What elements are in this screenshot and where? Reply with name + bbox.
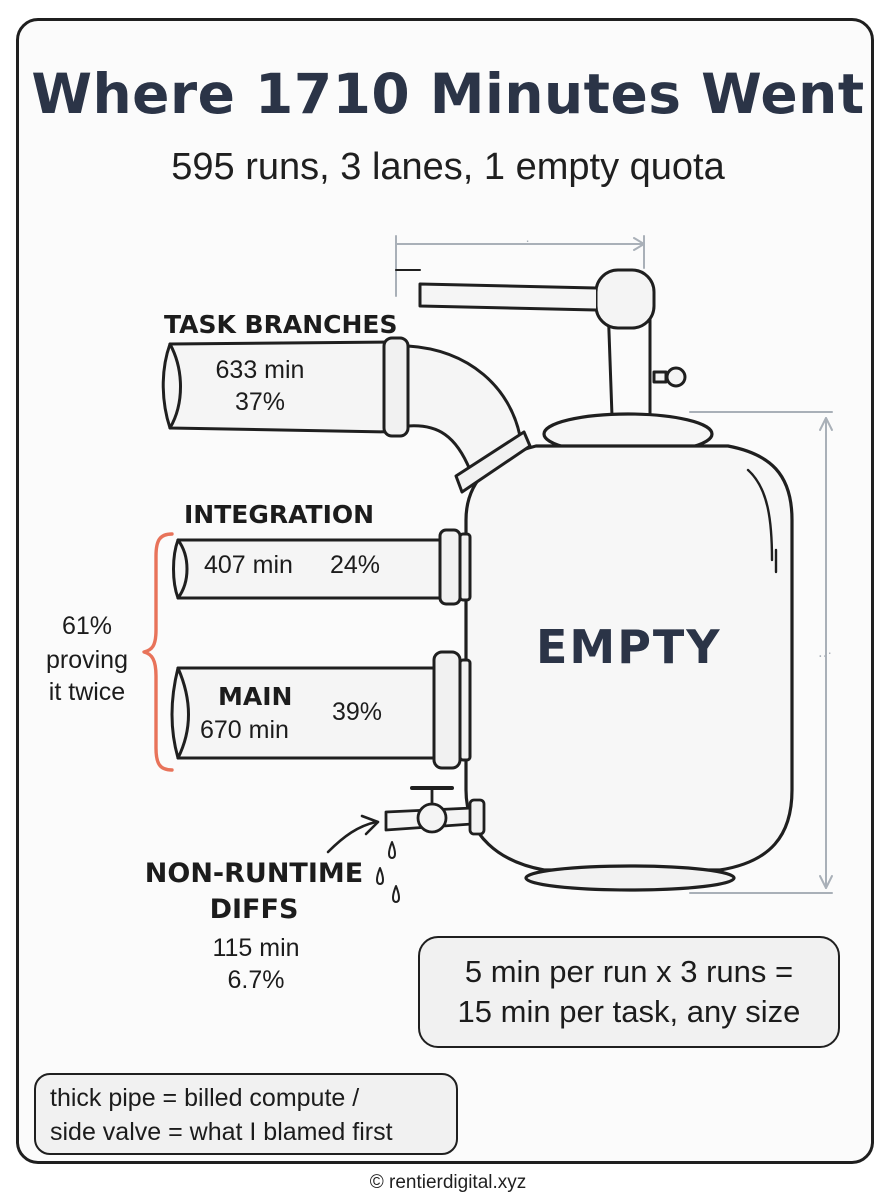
valve-label-line2: DIFFS <box>209 894 299 925</box>
dimension-mark-side: ‥· <box>818 644 833 660</box>
formula-line1: 5 min per run x 3 runs = <box>464 954 794 989</box>
task-branches-percent: 37% <box>234 388 286 416</box>
pipe-label-task-branches: TASK BRANCHES <box>164 310 398 339</box>
brace-note-line2: proving <box>46 646 128 674</box>
formula-box <box>418 936 840 1048</box>
pipe-label-integration: INTEGRATION <box>184 500 375 529</box>
legend-line2: side valve = what I blamed first <box>50 1118 393 1146</box>
brace <box>144 534 172 770</box>
integration-percent: 24% <box>330 551 381 579</box>
formula-line2: 15 min per task, any size <box>457 994 801 1029</box>
tank-label: EMPTY <box>536 620 722 674</box>
valve-label-line1: NON-RUNTIME <box>144 858 364 889</box>
main-minutes: 670 min <box>200 716 289 744</box>
page-subtitle: 595 runs, 3 lanes, 1 empty quota <box>171 146 725 188</box>
valve-minutes: 115 min <box>212 934 300 962</box>
valve-percent: 6.7% <box>227 966 285 994</box>
legend-line1: thick pipe = billed compute / <box>50 1084 360 1112</box>
brace-note-line3: it twice <box>48 678 126 706</box>
brace-note-percent: 61% <box>61 612 113 640</box>
main-pipe <box>172 652 470 768</box>
valve-pointer-arrow <box>328 822 376 852</box>
footer-credit: © rentierdigital.xyz <box>369 1172 527 1193</box>
pipe-label-main: MAIN <box>218 682 293 711</box>
main-percent: 39% <box>332 698 383 726</box>
page-title: Where 1710 Minutes Went <box>31 62 865 126</box>
task-branches-minutes: 633 min <box>215 356 305 384</box>
legend-box <box>34 1073 458 1155</box>
water-drips <box>377 842 399 902</box>
integration-minutes: 407 min <box>204 551 293 579</box>
dimension-mark-top: ‥ · <box>512 232 530 248</box>
